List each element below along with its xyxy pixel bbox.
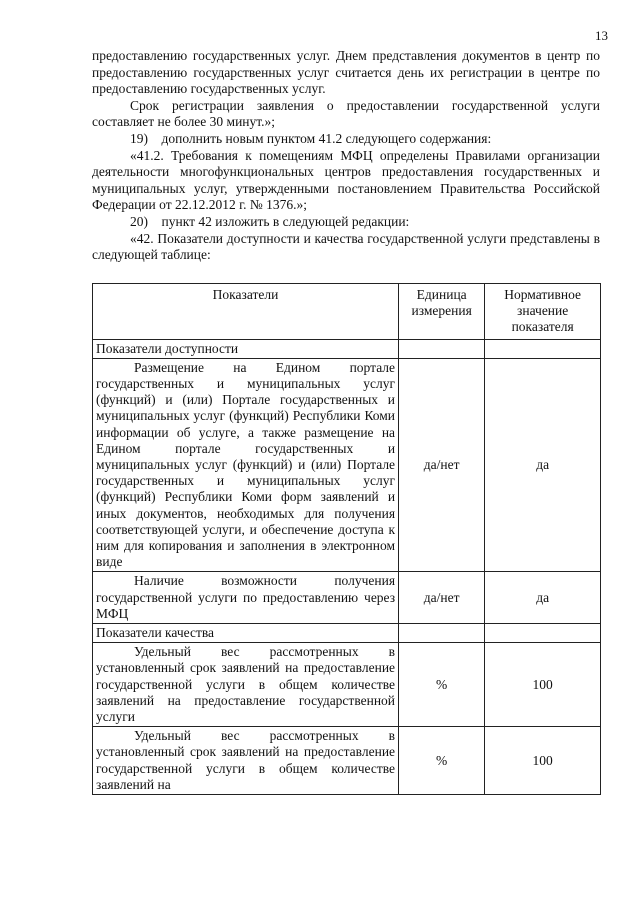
paragraph-6: «42. Показатели доступности и качества государственной услуги представлены в следующей таблице: bbox=[92, 230, 600, 263]
section-quality: Показатели качества bbox=[93, 624, 399, 643]
paragraph-5: 20) пункт 42 изложить в следующей редакции: bbox=[130, 213, 410, 229]
row-indicator-name: Удельный вес рассмотренных в установленный срок заявлений на предоставление государственной услуги в общем количестве заявлений на bbox=[93, 727, 399, 795]
empty-cell bbox=[485, 624, 601, 643]
paragraph-4: «41.2. Требования к помещениям МФЦ определены Правилами организации деятельности многофункциональных центров предоставления государственных и муниципальных услуг, утвержденными постановлением Правительства Российской Федерации от 22.12.2012 г. № 1376.»; bbox=[92, 147, 600, 213]
row-indicator-name: Удельный вес рассмотренных в установленный срок заявлений на предоставление государственной услуги в общем количестве заявлений на предоставление государственной услуги bbox=[93, 643, 399, 727]
empty-cell bbox=[399, 624, 485, 643]
row-indicator-name: Размещение на Едином портале государственных и муниципальных услуг (функций) и (или) Портале государственных и муниципальных услуг (функций) Республики Коми информации об услуге, а также размещение на Едином портале государственных и муниципальных услуг (функций) и (или) Портале государственных и муниципальных услуг (функций) Республики Коми форм заявлений и иных документов, необходимых для получения соответствующей услуги, и обеспечение доступа к ним для копирования и заполнения в электронном виде bbox=[93, 358, 399, 572]
empty-cell bbox=[399, 339, 485, 358]
row-unit: да/нет bbox=[399, 572, 485, 624]
page-number: 13 bbox=[595, 28, 608, 43]
table-row bbox=[93, 572, 601, 624]
section-row-availability bbox=[93, 339, 601, 358]
empty-cell bbox=[485, 339, 601, 358]
row-value: да bbox=[485, 358, 601, 572]
row-indicator-name: Наличие возможности получения государственной услуги по предоставлению через МФЦ bbox=[93, 572, 399, 624]
header-norm-value: Нормативное значение показателя bbox=[485, 284, 601, 340]
row-value: да bbox=[485, 572, 601, 624]
table-row bbox=[93, 727, 601, 795]
section-availability: Показатели доступности bbox=[93, 339, 399, 358]
indicators-table bbox=[92, 283, 601, 795]
paragraph-1: предоставлению государственных услуг. Днем представления документов в центр по предоставлению государственных услуг считается день их регистрации в центре по предоставлению государственных услуг. bbox=[92, 48, 600, 97]
row-value: 100 bbox=[485, 643, 601, 727]
row-value: 100 bbox=[485, 727, 601, 795]
paragraph-2: Срок регистрации заявления о предоставлении государственной услуги составляет не более 30 минут.»; bbox=[92, 97, 600, 130]
table-row bbox=[93, 643, 601, 727]
row-unit: % bbox=[399, 727, 485, 795]
table-row bbox=[93, 358, 601, 572]
document-body bbox=[92, 48, 600, 264]
section-row-quality bbox=[93, 624, 601, 643]
row-unit: да/нет bbox=[399, 358, 485, 572]
row-unit: % bbox=[399, 643, 485, 727]
header-unit: Единица измерения bbox=[399, 284, 485, 340]
table-header-row bbox=[93, 284, 601, 340]
paragraph-3: 19) дополнить новым пунктом 41.2 следующего содержания: bbox=[130, 130, 492, 146]
header-indicators: Показатели bbox=[93, 284, 399, 340]
